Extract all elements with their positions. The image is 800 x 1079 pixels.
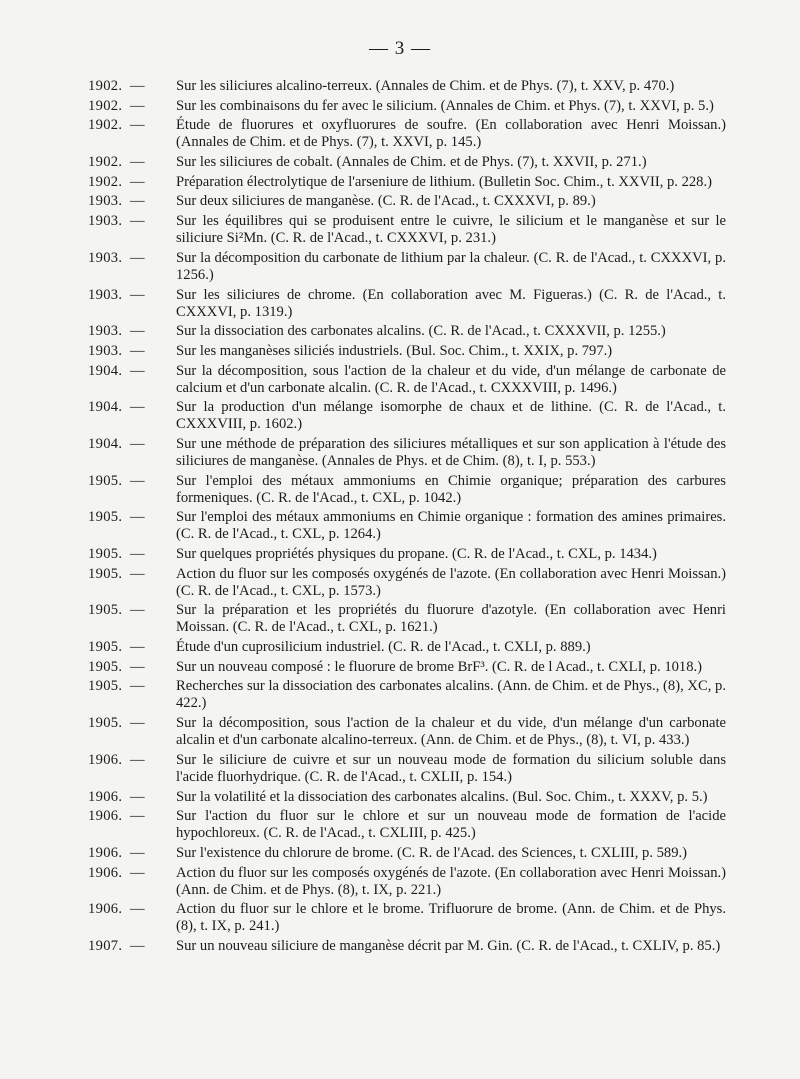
entry-dash: — [130, 173, 145, 190]
entry-year: 1905. [88, 715, 123, 732]
entry-year: 1906. [88, 751, 123, 768]
entry-dash: — [130, 117, 145, 134]
entry-dash: — [130, 678, 145, 695]
entry-text: Sur une méthode de préparation des siliciures métalliques et sur son application à l'étude des siliciures de manganèse. (Annales de Phys. et de Chim. (8), t. I, p. 553.) [176, 435, 726, 469]
entry-text: Sur la décomposition, sous l'action de la chaleur et du vide, d'un mélange d'un carbonate alcalin et d'un carbonate alcalino-terreux. (Ann. de Chim. et de Phys., (8), t. VI, p. 433.) [176, 715, 726, 749]
entry-text: Sur les combinaisons du fer avec le silicium. (Annales de Chim. et Phys. (7), t. XXVI, p. 5.) [176, 97, 714, 114]
entry-dash: — [130, 472, 145, 489]
bibliography-entry [88, 363, 726, 397]
bibliography-entry [88, 659, 726, 676]
entry-year: 1906. [88, 901, 123, 918]
bibliography-entry [88, 78, 726, 95]
bibliography-entry [88, 436, 726, 470]
entry-year: 1902. [88, 173, 123, 190]
entry-dash: — [130, 154, 145, 171]
entry-text: Étude d'un cuprosilicium industriel. (C. R. de l'Acad., t. CXLI, p. 889.) [176, 639, 591, 656]
entry-text: Sur l'existence du chlorure de brome. (C. R. de l'Acad. des Sciences, t. CXLIII, p. 589.) [176, 844, 688, 861]
bibliography-entry [88, 343, 726, 360]
entry-text: Action du fluor sur le chlore et le brome. Trifluorure de brome. (Ann. de Chim. et de Phys. (8), t. IX, p. 241.) [176, 901, 726, 935]
entry-dash: — [130, 546, 145, 562]
entry-dash: — [130, 435, 145, 452]
entry-dash: — [130, 788, 145, 805]
entry-text: Sur les siliciures de chrome. (En collaboration avec M. Figueras.) (C. R. de l'Acad., t. CXXXVI, p. 1319.) [176, 286, 726, 320]
bibliography-entry [88, 808, 726, 842]
entry-text: Sur les siliciures de cobalt. (Annales de Chim. et de Phys. (7), t. XXVII, p. 271.) [176, 154, 647, 171]
entry-dash: — [130, 751, 145, 768]
entry-dash: — [130, 342, 145, 359]
bibliography-entry [88, 938, 726, 955]
bibliography-entry [88, 154, 726, 171]
entry-dash: — [130, 323, 145, 340]
entry-dash: — [130, 399, 145, 416]
bibliography-entry [88, 678, 726, 712]
bibliography-entry [88, 752, 726, 786]
entry-text: Sur un nouveau siliciure de manganèse décrit par M. Gin. (C. R. de l'Acad., t. CXLIV, p. 85.) [176, 937, 721, 954]
entry-text: Sur l'emploi des métaux ammoniums en Chimie organique; préparation des carbures formeniques. (C. R. de l'Acad., t. CXL, p. 1042.) [176, 472, 726, 506]
entry-text: Action du fluor sur les composés oxygénés de l'azote. (En collaboration avec Henri Moissan.) (Ann. de Chim. et de Phys. (8), t. IX, p. 221.) [176, 864, 726, 898]
bibliography-entry [88, 566, 726, 600]
bibliography-entry [88, 323, 726, 340]
entry-dash: — [130, 658, 145, 675]
entry-dash: — [130, 193, 145, 210]
bibliography-entry [88, 213, 726, 247]
entry-year: 1907. [88, 937, 123, 954]
entry-text: Sur la préparation et les propriétés du fluorure d'azotyle. (En collaboration avec Henri Moissan. (C. R. de l'Acad., t. CXL, p. 1621.) [176, 602, 726, 636]
entry-year: 1903. [88, 286, 123, 303]
entry-dash: — [130, 715, 145, 732]
entry-dash: — [130, 362, 145, 379]
entry-year: 1905. [88, 602, 123, 619]
bibliography-entry [88, 250, 726, 284]
entry-year: 1904. [88, 399, 123, 416]
entry-dash: — [130, 864, 145, 881]
entry-dash: — [130, 565, 145, 582]
entry-text: Sur l'action du fluor sur le chlore et sur un nouveau mode de formation de l'acide hypochloreux. (C. R. de l'Acad., t. CXLIII, p. 425.) [176, 808, 726, 842]
entry-dash: — [130, 901, 145, 918]
entry-year: 1905. [88, 658, 123, 675]
bibliography-entry [88, 399, 726, 433]
entry-text: Sur l'emploi des métaux ammoniums en Chimie organique : formation des amines primaires. (C. R. de l'Acad., t. CXL, p. 1264.) [176, 509, 726, 543]
entry-dash: — [130, 808, 145, 825]
entry-year: 1903. [88, 323, 123, 340]
entry-year: 1905. [88, 565, 123, 582]
entry-text: Sur la production d'un mélange isomorphe de chaux et de lithine. (C. R. de l'Acad., t. CXXXVIII, p. 1602.) [176, 399, 726, 433]
entry-dash: — [130, 937, 145, 954]
page-number: — 3 — [369, 38, 431, 59]
entry-year: 1904. [88, 435, 123, 452]
entry-text: Sur les siliciures alcalino-terreux. (Annales de Chim. et de Phys. (7), t. XXV, p. 470.) [176, 78, 675, 94]
entry-text: Action du fluor sur les composés oxygénés de l'azote. (En collaboration avec Henri Moissan.) (C. R. de l'Acad., t. CXL, p. 1573.) [176, 565, 726, 599]
entry-text: Sur la décomposition du carbonate de lithium par la chaleur. (C. R. de l'Acad., t. CXXXVI, p. 1256.) [176, 249, 726, 283]
entry-year: 1905. [88, 678, 123, 695]
bibliography-entry [88, 98, 726, 115]
bibliography-entry [88, 715, 726, 749]
entry-dash: — [130, 286, 145, 303]
bibliography-entry [88, 789, 726, 806]
bibliography-entry [88, 509, 726, 543]
entry-text: Sur la dissociation des carbonates alcalins. (C. R. de l'Acad., t. CXXXVII, p. 1255.) [176, 323, 666, 340]
entry-year: 1902. [88, 117, 123, 134]
bibliography-entry [88, 602, 726, 636]
entry-dash: — [130, 213, 145, 230]
entry-dash: — [130, 639, 145, 656]
bibliography-entry [88, 117, 726, 151]
entry-year: 1902. [88, 154, 123, 171]
entry-dash: — [130, 97, 145, 114]
entry-text: Sur les manganèses siliciés industriels. (Bul. Soc. Chim., t. XXIX, p. 797.) [176, 342, 613, 359]
entry-year: 1906. [88, 844, 123, 861]
bibliography-entry [88, 287, 726, 321]
entry-dash: — [130, 509, 145, 526]
entry-text: Recherches sur la dissociation des carbonates alcalins. (Ann. de Chim. et de Phys., (8), XC, p. 422.) [176, 678, 726, 712]
entry-text: Sur quelques propriétés physiques du propane. (C. R. de l'Acad., t. CXL, p. 1434.) [176, 546, 657, 562]
entry-dash: — [130, 844, 145, 861]
entry-year: 1905. [88, 639, 123, 656]
entry-year: 1903. [88, 249, 123, 266]
entry-text: Préparation électrolytique de l'arseniure de lithium. (Bulletin Soc. Chim., t. XXVII, p. 228.) [176, 173, 712, 190]
entry-year: 1902. [88, 78, 123, 94]
bibliography-entry [88, 174, 726, 191]
entry-text: Étude de fluorures et oxyfluorures de soufre. (En collaboration avec Henri Moissan.) (Annales de Chim. et de Phys. (7), t. XXVI, p. 145.) [176, 117, 726, 151]
entry-year: 1903. [88, 213, 123, 230]
entry-year: 1906. [88, 808, 123, 825]
entry-year: 1903. [88, 193, 123, 210]
entry-year: 1904. [88, 362, 123, 379]
entry-dash: — [130, 249, 145, 266]
entry-dash: — [130, 78, 145, 94]
entry-year: 1906. [88, 864, 123, 881]
entry-year: 1903. [88, 342, 123, 359]
entry-year: 1905. [88, 472, 123, 489]
bibliography-entry [88, 639, 726, 656]
entry-year: 1905. [88, 509, 123, 526]
entry-dash: — [130, 602, 145, 619]
entry-year: 1905. [88, 546, 123, 562]
bibliography-entry [88, 901, 726, 935]
entry-text: Sur le siliciure de cuivre et sur un nouveau mode de formation du silicium soluble dans l'acide fluorhydrique. (C. R. de l'Acad., t. CXLII, p. 154.) [176, 751, 726, 785]
bibliography-entry [88, 473, 726, 507]
bibliography-list [88, 78, 726, 958]
entry-text: Sur la décomposition, sous l'action de la chaleur et du vide, d'un mélange de carbonate de calcium et d'un carbonate alcalin. (C. R. de l'Acad., t. CXXXVIII, p. 1496.) [176, 362, 726, 396]
entry-year: 1906. [88, 788, 123, 805]
bibliography-entry [88, 546, 726, 563]
bibliography-entry [88, 865, 726, 899]
entry-text: Sur la volatilité et la dissociation des carbonates alcalins. (Bul. Soc. Chim., t. XXXV, p. 5.) [176, 788, 708, 805]
bibliography-entry [88, 845, 726, 862]
entry-text: Sur un nouveau composé : le fluorure de brome BrF³. (C. R. de l Acad., t. CXLI, p. 1018.) [176, 658, 703, 675]
entry-text: Sur les équilibres qui se produisent entre le cuivre, le silicium et le manganèse et sur le siliciure Si²Mn. (C. R. de l'Acad., t. CXXXVI, p. 231.) [176, 213, 726, 247]
bibliography-entry [88, 193, 726, 210]
entry-year: 1902. [88, 97, 123, 114]
entry-text: Sur deux siliciures de manganèse. (C. R. de l'Acad., t. CXXXVI, p. 89.) [176, 193, 596, 210]
